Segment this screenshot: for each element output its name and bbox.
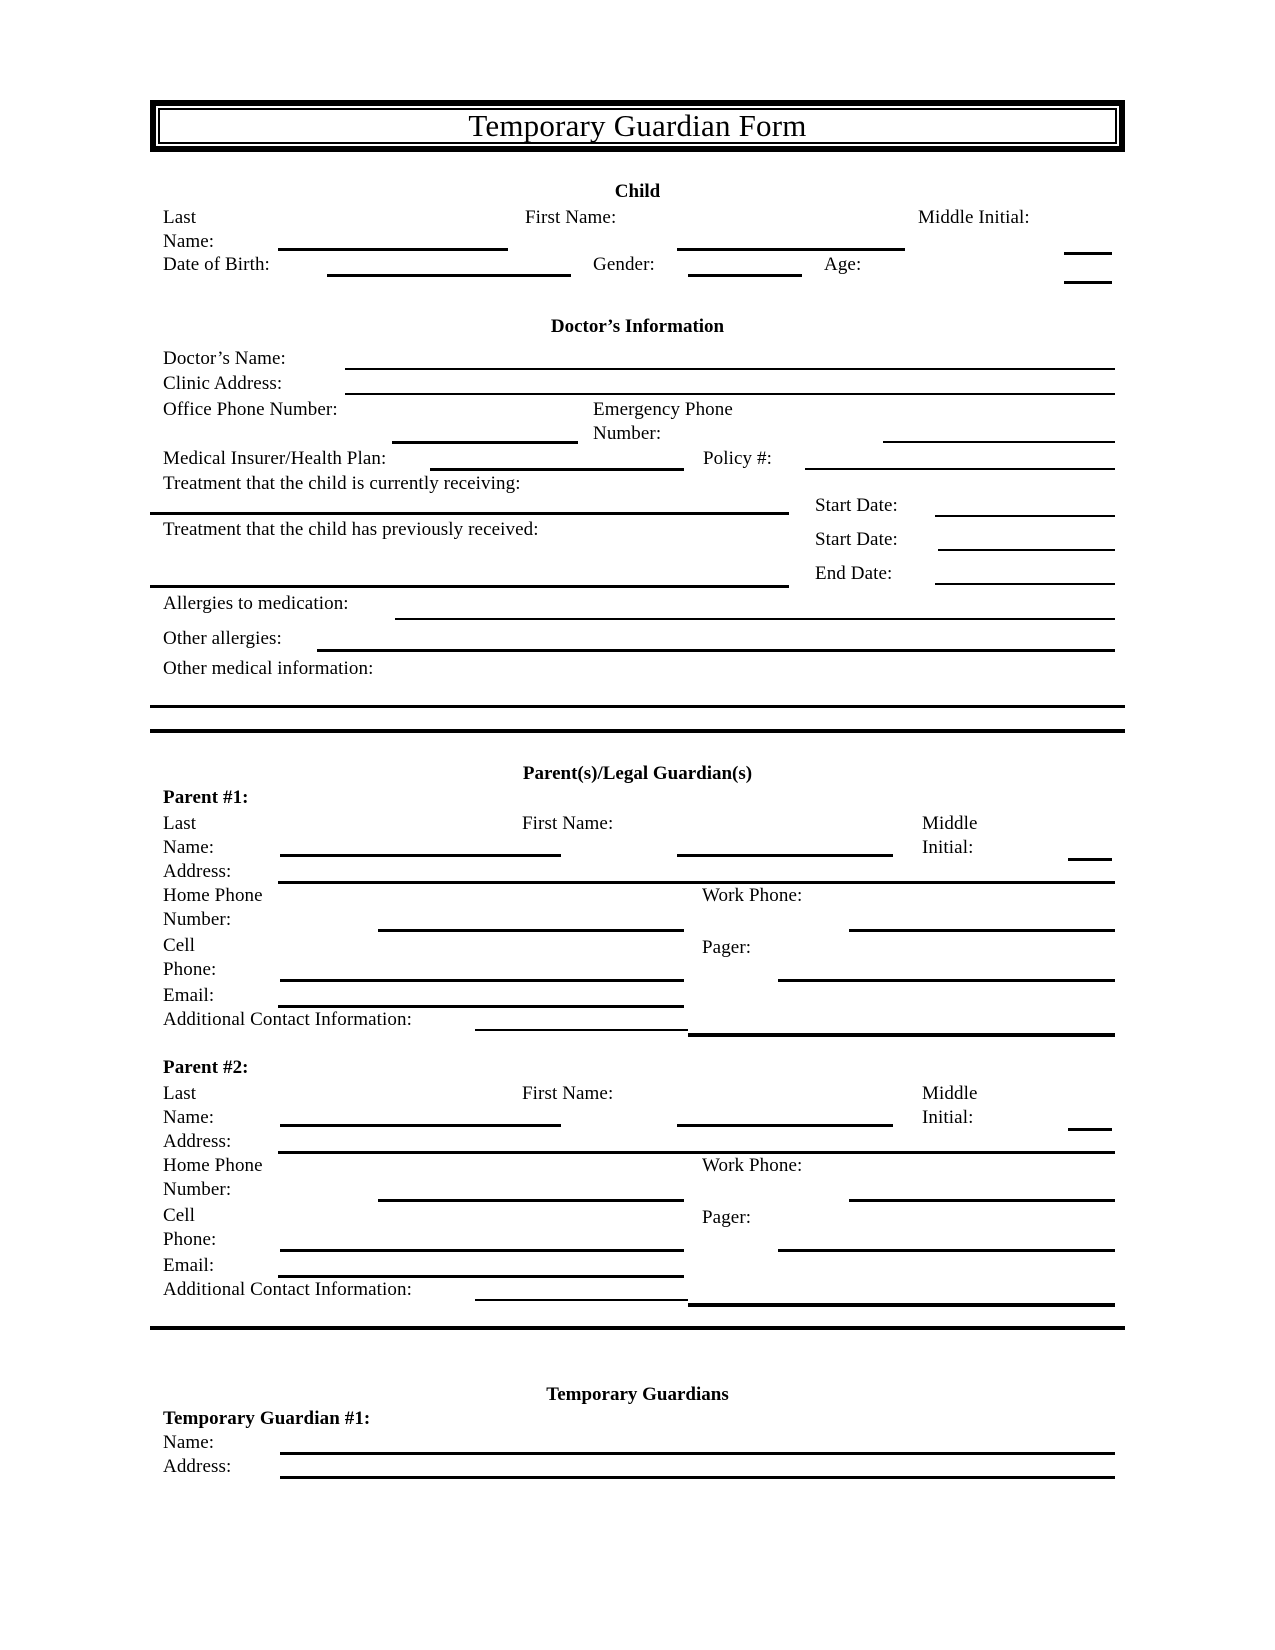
office-phone-label: Office Phone Number: [163, 399, 338, 420]
previous-start-date-field-line[interactable] [938, 549, 1115, 551]
parent1-middle-initial-field-line[interactable] [1068, 858, 1112, 861]
parent1-home-phone-field-line[interactable] [378, 929, 684, 932]
current-start-date-label: Start Date: [815, 495, 898, 516]
child-age-label: Age: [824, 254, 862, 275]
office-phone-field-line[interactable] [392, 441, 578, 444]
end-date-field-line[interactable] [935, 583, 1115, 585]
parent2-heading: Parent #2: [163, 1057, 249, 1078]
parent1-first-name-label: First Name: [522, 813, 614, 834]
current-treatment-field-line[interactable] [150, 512, 789, 515]
form-content [150, 0, 1125, 1650]
parent1-email-label: Email: [163, 985, 215, 1006]
parent2-address-label: Address: [163, 1131, 232, 1152]
previous-treatment-field-line[interactable] [150, 585, 789, 588]
parent2-middle-initial-label: Middle Initial: [922, 1083, 978, 1128]
child-dob-field-line[interactable] [327, 274, 571, 277]
parent1-heading: Parent #1: [163, 787, 249, 808]
policy-label: Policy #: [703, 448, 772, 469]
parent2-address-field-line[interactable] [278, 1151, 1115, 1154]
parent2-additional-contact-field-line-2[interactable] [688, 1303, 1115, 1307]
parent1-cell-phone-label: Cell Phone: [163, 935, 217, 980]
parent2-first-name-field-line[interactable] [677, 1124, 893, 1127]
child-middle-initial-field-line[interactable] [1064, 252, 1112, 255]
parent1-last-name-field-line[interactable] [280, 854, 561, 857]
parent1-cell-phone-field-line[interactable] [280, 979, 684, 982]
parent2-home-phone-label: Home Phone Number: [163, 1155, 263, 1200]
current-treatment-label: Treatment that the child is currently receiving: [163, 473, 521, 494]
other-allergies-label: Other allergies: [163, 628, 282, 649]
child-last-name-label: Last Name: [163, 207, 215, 252]
clinic-address-field-line[interactable] [345, 393, 1115, 395]
title-box [150, 100, 1125, 152]
parent2-last-name-label: Last Name: [163, 1083, 215, 1128]
insurer-label: Medical Insurer/Health Plan: [163, 448, 387, 469]
child-last-name-field-line[interactable] [278, 248, 508, 251]
previous-start-date-label: Start Date: [815, 529, 898, 550]
parent2-additional-contact-field-line[interactable] [475, 1299, 688, 1301]
parent1-first-name-field-line[interactable] [677, 854, 893, 857]
parent1-pager-label: Pager: [702, 937, 752, 958]
parent2-work-phone-label: Work Phone: [702, 1155, 803, 1176]
parent2-last-name-field-line[interactable] [280, 1124, 561, 1127]
other-medical-field-line[interactable] [150, 705, 1125, 708]
parent2-cell-phone-field-line[interactable] [280, 1249, 684, 1252]
allergies-medication-label: Allergies to medication: [163, 593, 349, 614]
previous-treatment-label: Treatment that the child has previously received: [163, 519, 539, 540]
parents-section-heading: Parent(s)/Legal Guardian(s) [522, 763, 753, 784]
form-title: Temporary Guardian Form [468, 108, 807, 143]
title-box-inner [158, 108, 1117, 144]
parent1-pager-field-line[interactable] [778, 979, 1115, 982]
allergies-medication-field-line[interactable] [395, 618, 1115, 620]
doctor-name-label: Doctor’s Name: [163, 348, 286, 369]
doctor-section-divider [150, 729, 1125, 733]
current-start-date-field-line[interactable] [935, 515, 1115, 517]
guardian1-name-field-line[interactable] [280, 1452, 1115, 1455]
child-first-name-label: First Name: [525, 207, 617, 228]
child-first-name-field-line[interactable] [677, 248, 905, 251]
clinic-address-label: Clinic Address: [163, 373, 283, 394]
end-date-label: End Date: [815, 563, 893, 584]
parent1-work-phone-label: Work Phone: [702, 885, 803, 906]
parent1-work-phone-field-line[interactable] [849, 929, 1115, 932]
parent1-additional-contact-field-line[interactable] [475, 1029, 688, 1031]
insurer-field-line[interactable] [430, 468, 684, 471]
policy-field-line[interactable] [805, 468, 1115, 470]
parent2-first-name-label: First Name: [522, 1083, 614, 1104]
child-middle-initial-label: Middle Initial: [918, 207, 1030, 228]
parent1-address-label: Address: [163, 861, 232, 882]
parent1-home-phone-label: Home Phone Number: [163, 885, 263, 930]
other-medical-label: Other medical information: [163, 658, 374, 679]
parent2-additional-contact-label: Additional Contact Information: [163, 1279, 412, 1300]
doctor-section-heading: Doctor’s Information [550, 316, 725, 337]
parent1-last-name-label: Last Name: [163, 813, 215, 858]
child-section-heading: Child [614, 181, 661, 202]
guardian1-heading: Temporary Guardian #1: [163, 1408, 371, 1429]
guardian1-name-label: Name: [163, 1432, 215, 1453]
child-age-field-line[interactable] [1064, 281, 1112, 284]
guardian1-address-label: Address: [163, 1456, 232, 1477]
parents-section-divider [150, 1326, 1125, 1330]
parent2-pager-label: Pager: [702, 1207, 752, 1228]
emergency-phone-field-line[interactable] [883, 441, 1115, 443]
parent2-middle-initial-field-line[interactable] [1068, 1128, 1112, 1131]
emergency-phone-label: Emergency Phone Number: [593, 399, 733, 444]
parent2-work-phone-field-line[interactable] [849, 1199, 1115, 1202]
parent1-additional-contact-label: Additional Contact Information: [163, 1009, 412, 1030]
parent1-address-field-line[interactable] [278, 881, 1115, 884]
child-gender-field-line[interactable] [688, 274, 802, 277]
parent2-cell-phone-label: Cell Phone: [163, 1205, 217, 1250]
parent2-pager-field-line[interactable] [778, 1249, 1115, 1252]
parent2-email-label: Email: [163, 1255, 215, 1276]
child-dob-label: Date of Birth: [163, 254, 270, 275]
doctor-name-field-line[interactable] [345, 368, 1115, 370]
other-allergies-field-line[interactable] [317, 649, 1115, 652]
guardian1-address-field-line[interactable] [280, 1476, 1115, 1479]
child-gender-label: Gender: [593, 254, 655, 275]
parent1-middle-initial-label: Middle Initial: [922, 813, 978, 858]
parent2-home-phone-field-line[interactable] [378, 1199, 684, 1202]
guardians-section-heading: Temporary Guardians [546, 1384, 729, 1405]
parent1-additional-contact-field-line-2[interactable] [688, 1033, 1115, 1037]
